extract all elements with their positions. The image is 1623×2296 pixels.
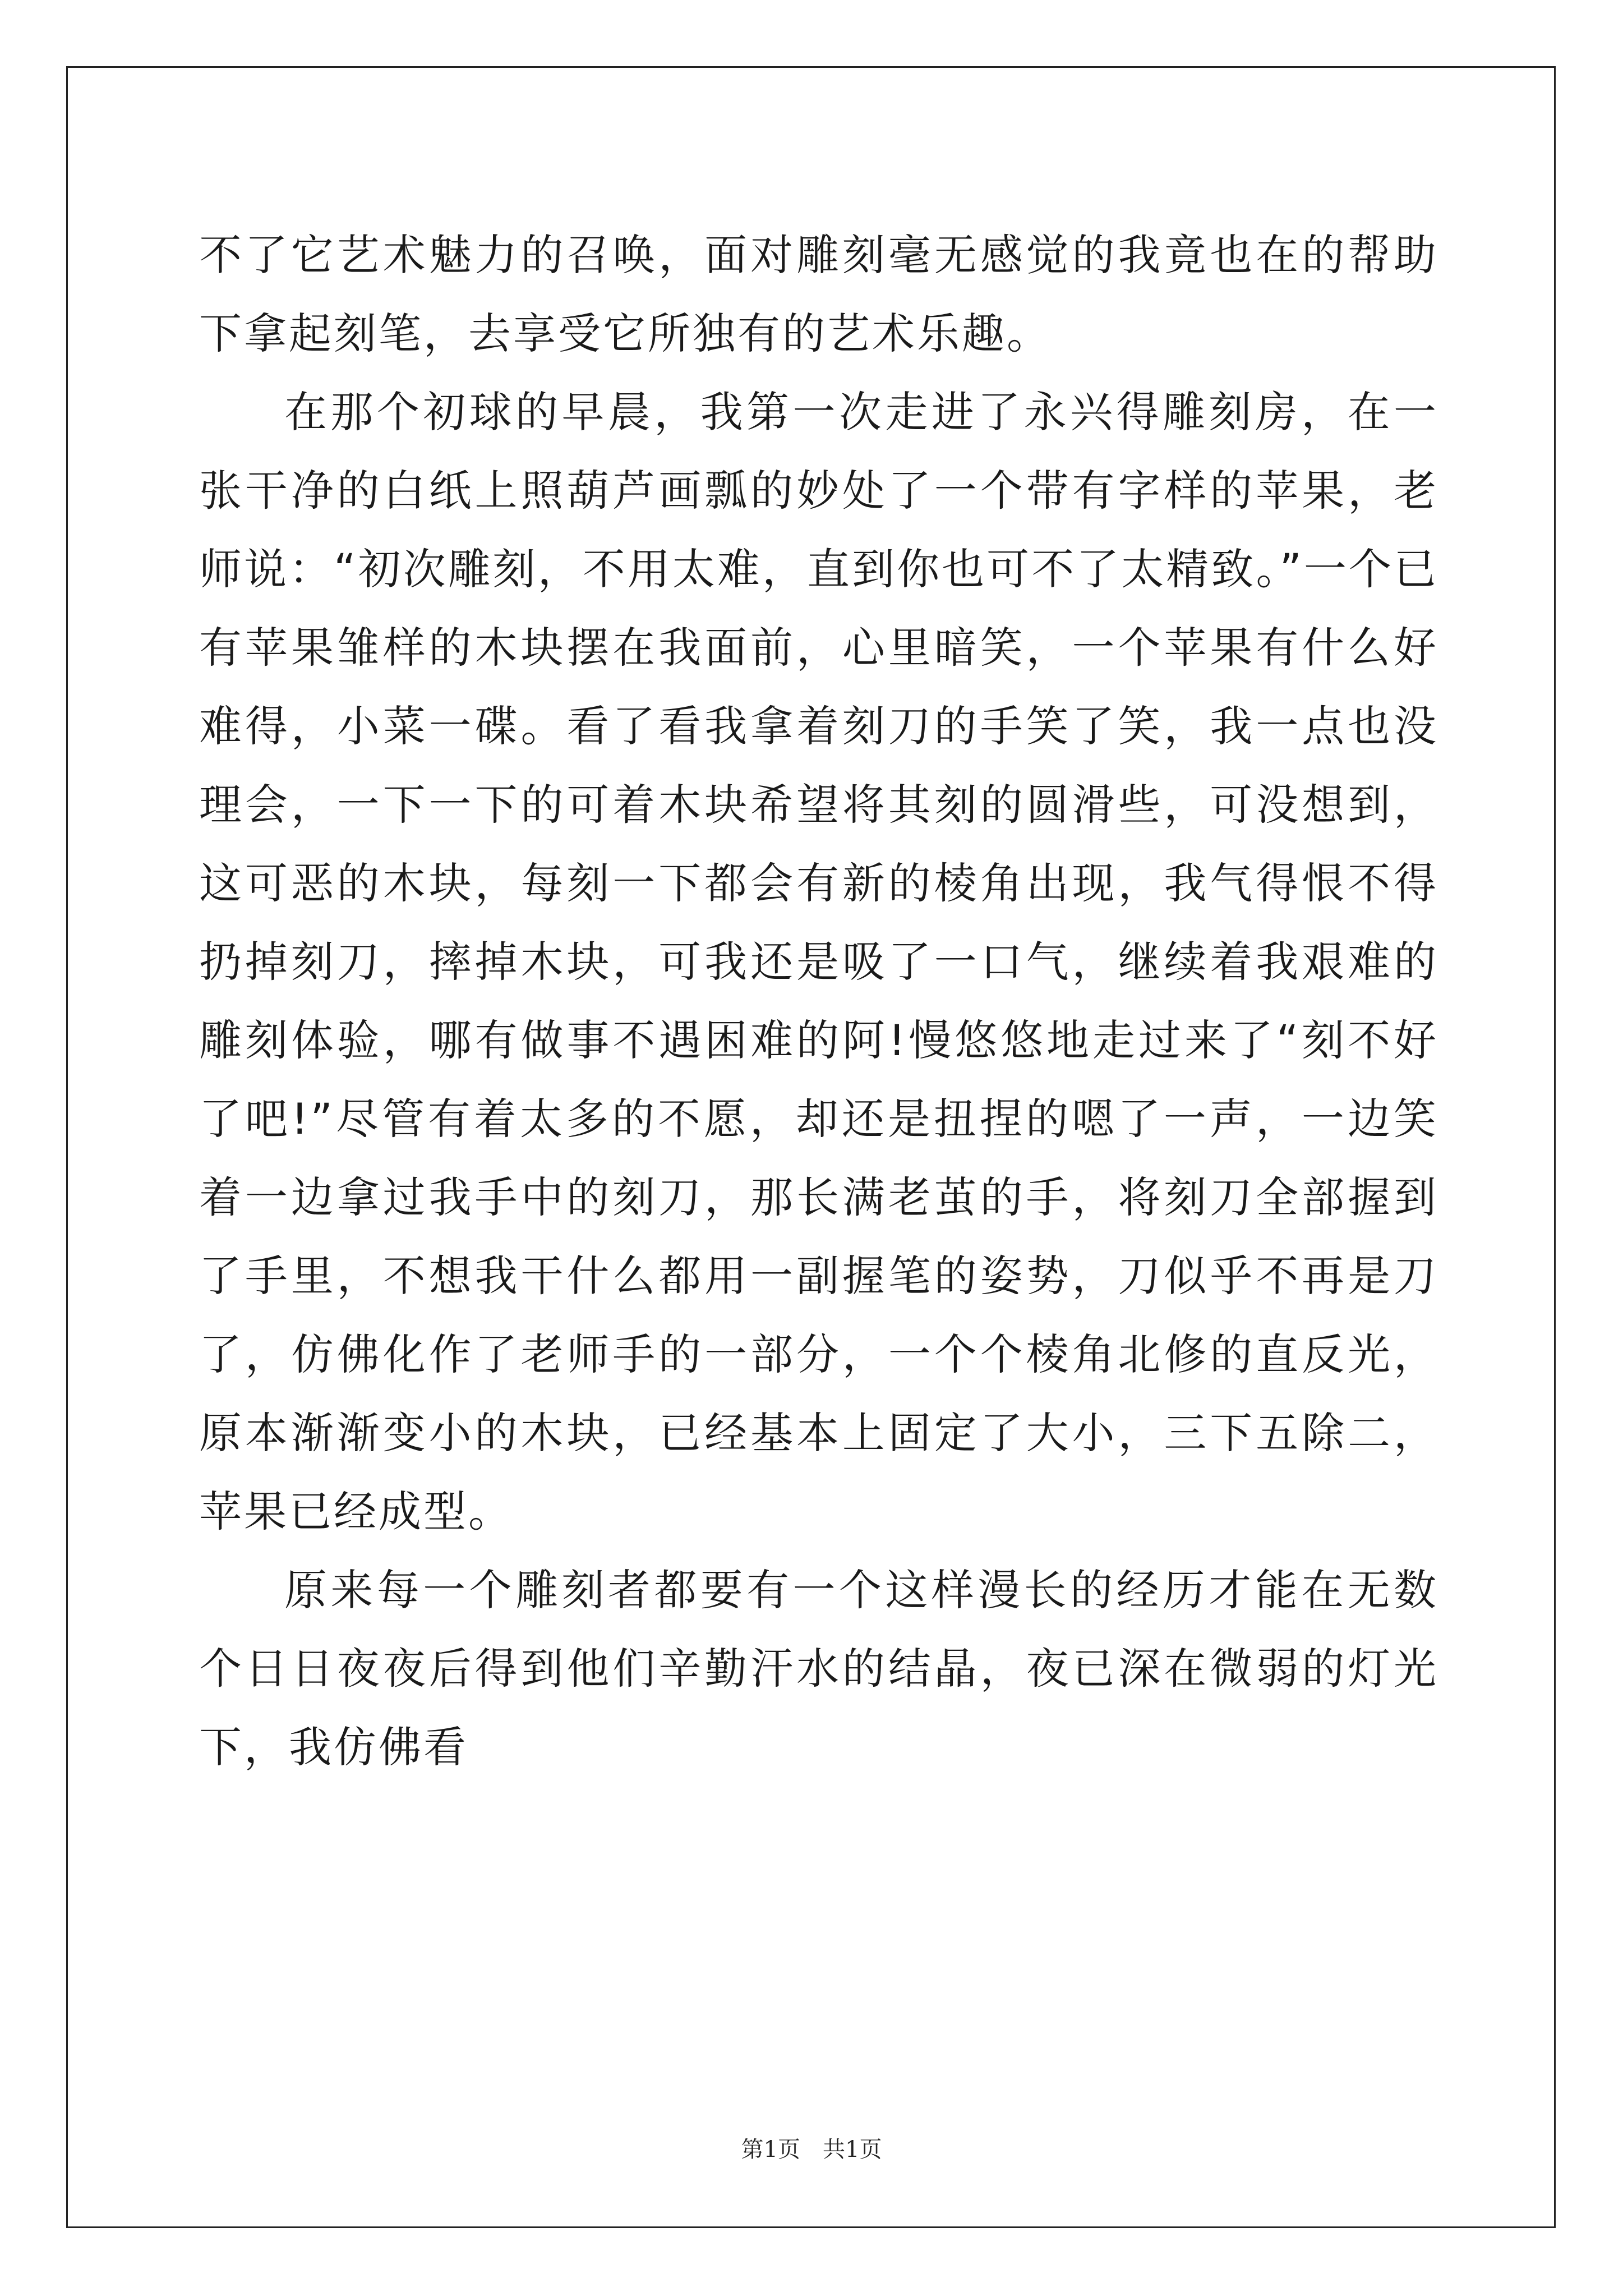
paragraph-2: 在那个初球的早晨，我第一次走进了永兴得雕刻房，在一张干净的白纸上照葫芦画瓢的妙处了一个带有字样的苹果，老师说：“初次雕刻，不用太难，直到你也可不了太精致。”一个已有苹果雏样的木块摆在我面前，心里暗笑，一个苹果有什么好难得，小菜一碟。看了看我拿着刻刀的手笑了笑，我一点也没理会，一下一下的可着木块希望将其刻的圆滑些，可没想到，这可恶的木块，每刻一下都会有新的棱角出现，我气得恨不得扔掉刻刀，摔掉木块，可我还是吸了一口气，继续着我艰难的雕刻体验，哪有做事不遇困难的阿!慢悠悠地走过来了“刻不好了吧!”尽管有着太多的不愿，却还是扭捏的嗯了一声，一边笑着一边拿过我手中的刻刀，那长满老茧的手，将刻刀全部握到了手里，不想我干什么都用一副握笔的姿势，刀似乎不再是刀了，仿佛化作了老师手的一部分，一个个棱角北修的直反光，原本渐渐变小的木块，已经基本上固定了大小，三下五除二，苹果已经成型。 xyxy=(199,387,1438,1536)
document-body xyxy=(199,216,1438,1787)
paragraph-3: 原来每一个雕刻者都要有一个这样漫长的经历才能在无数个日日夜夜后得到他们辛勤汗水的结晶，夜已深在微弱的灯光下，我仿佛看 xyxy=(199,1565,1438,1772)
paragraph-1: 不了它艺术魅力的召唤，面对雕刻毫无感觉的我竟也在的帮助下拿起刻笔，去享受它所独有的艺术乐趣。 xyxy=(199,230,1438,358)
page-footer: 第1页 共1页 xyxy=(741,2137,882,2162)
